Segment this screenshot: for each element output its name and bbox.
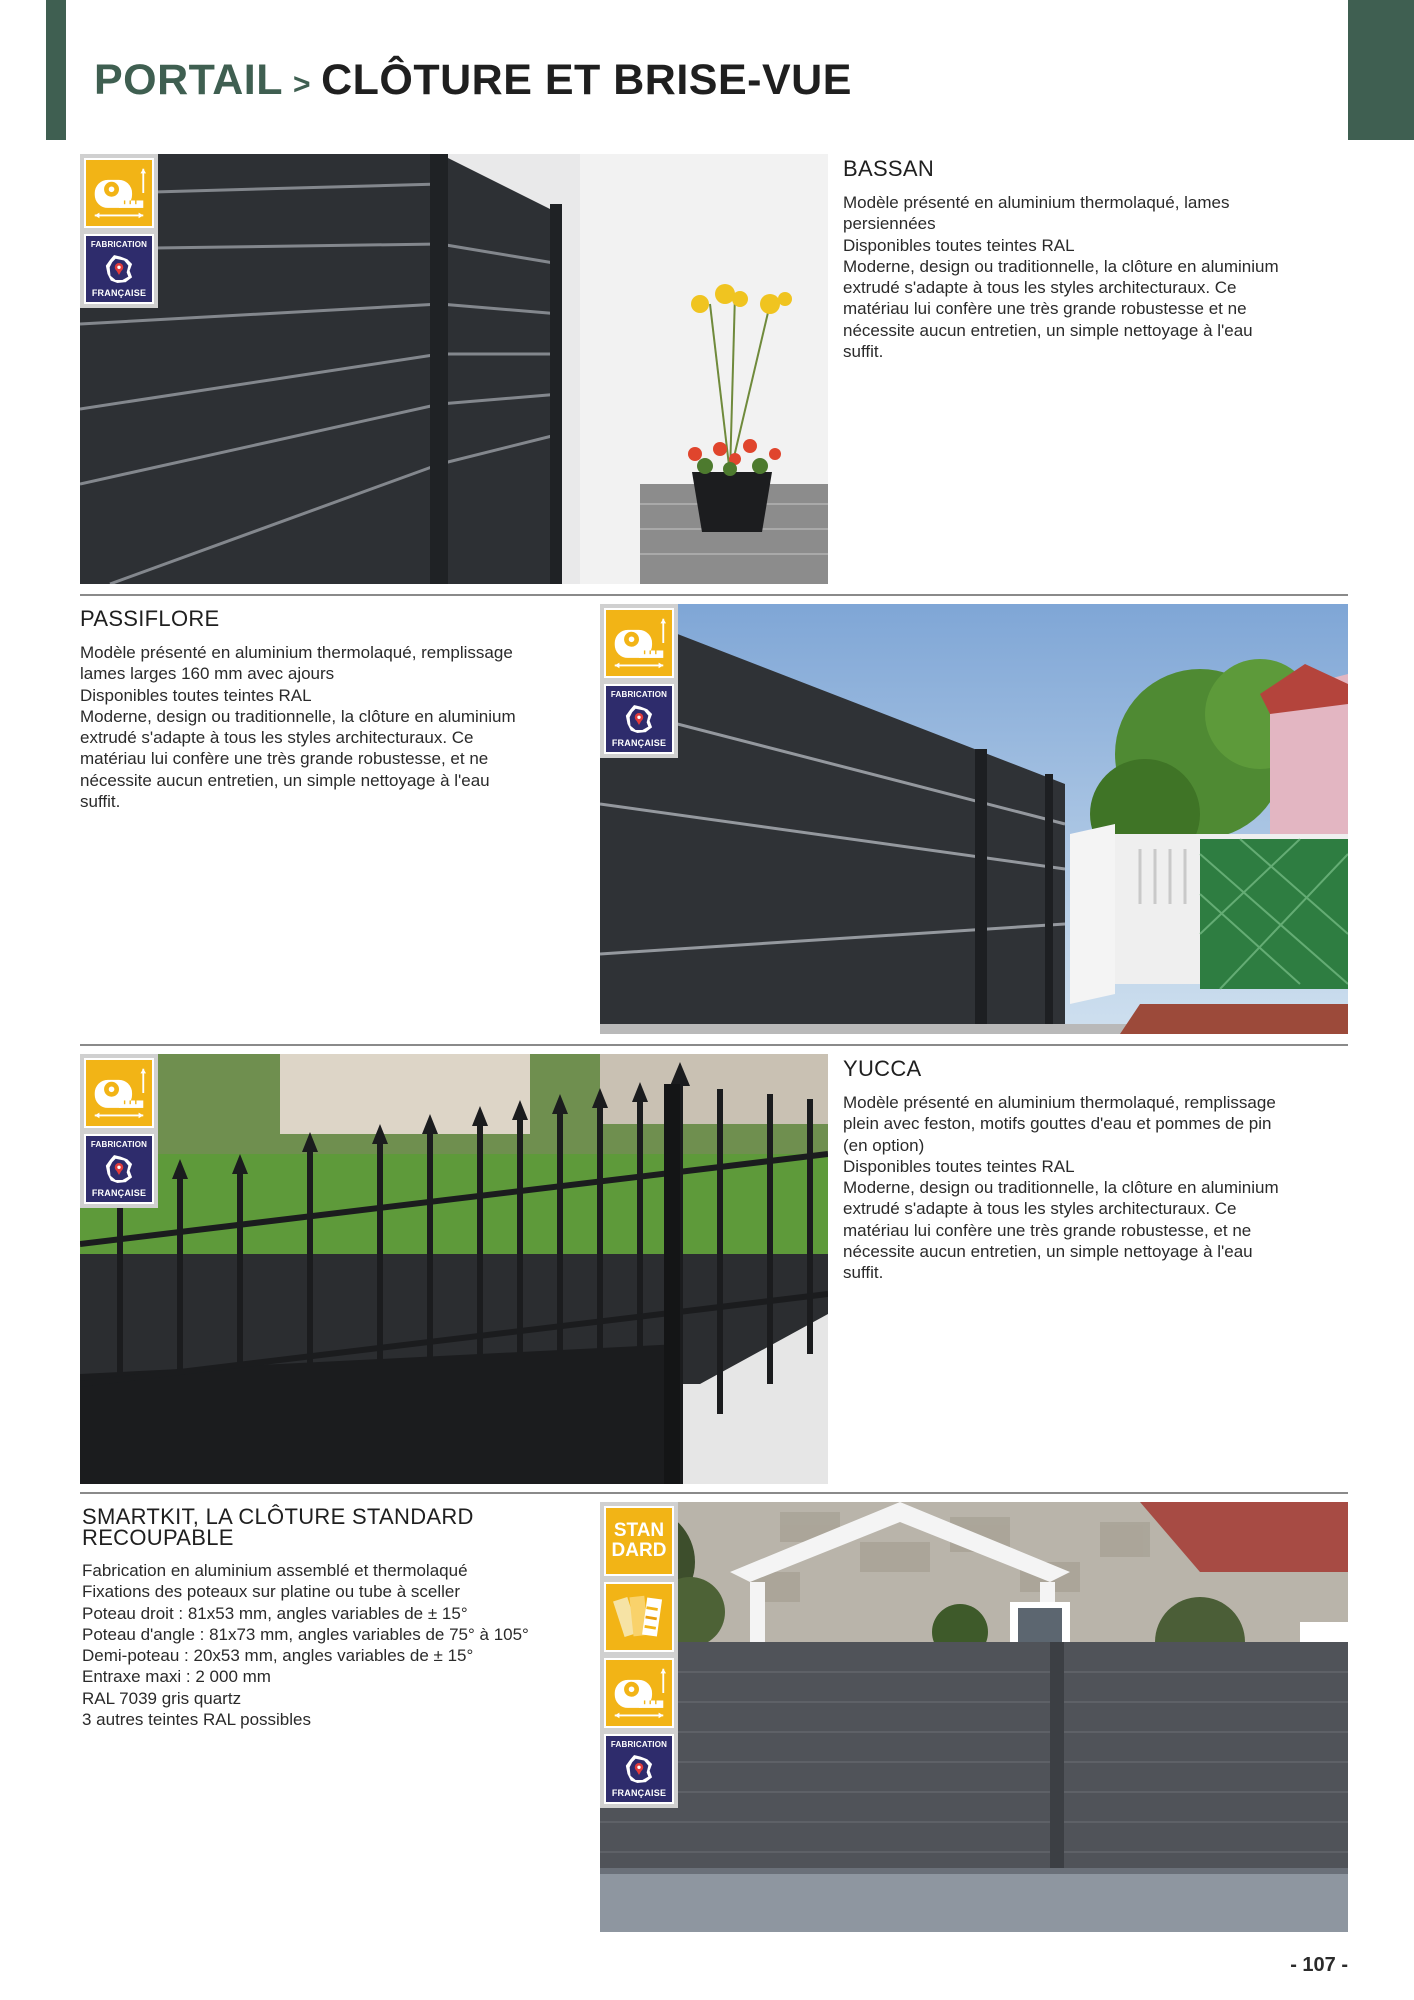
bassan-fence-photo: [80, 154, 828, 584]
desc-line: nécessite aucun entretien, un simple nettoyage à l'eau: [843, 1242, 1253, 1262]
desc-line: Moderne, design ou traditionnelle, la clôture en aluminium: [843, 256, 1279, 276]
bassan-badges: [80, 154, 158, 308]
fabrication-francaise-badge: [84, 1134, 154, 1204]
standard-label-1: STAN: [613, 1520, 665, 1541]
desc-line: Demi-poteau : 20x53 mm, angles variables de ± 15°: [82, 1646, 474, 1666]
right-accent-tab: [1348, 0, 1414, 140]
desc-line: Modèle présenté en aluminium thermolaqué, remplissage: [843, 1093, 1276, 1112]
standard-badge: [604, 1506, 674, 1576]
desc-line: plein avec feston, motifs gouttes d'eau et pommes de pin: [843, 1114, 1272, 1134]
smartkit-badges: [600, 1502, 678, 1808]
fabrication-label: FABRICATION: [610, 690, 668, 699]
desc-line: suffit.: [843, 1263, 884, 1283]
yucca-fence-photo: [80, 1054, 828, 1484]
desc-line: RAL 7039 gris quartz: [82, 1688, 242, 1708]
desc-line: suffit.: [80, 792, 121, 812]
desc-line: matériau lui confère une très grande robustesse et ne: [843, 299, 1247, 319]
tape-measure-icon: [84, 158, 154, 228]
france-map-icon: [102, 1152, 136, 1186]
desc-line: lames larges 160 mm avec ajours: [80, 664, 335, 684]
france-map-icon: [102, 252, 136, 286]
desc-line: matériau lui confère une très grande robustesse, et ne: [80, 749, 489, 769]
smartkit-fence-photo: [600, 1502, 1348, 1932]
desc-line: nécessite aucun entretien, un simple nettoyage à l'eau: [80, 770, 490, 790]
passiflore-fence-photo: [600, 604, 1348, 1034]
francaise-label: FRANÇAISE: [91, 288, 147, 298]
francaise-label: FRANÇAISE: [611, 1788, 667, 1798]
section-divider: [80, 1044, 1348, 1046]
desc-line: Disponibles toutes teintes RAL: [80, 685, 312, 705]
fabrication-label: FABRICATION: [90, 240, 148, 249]
page-number: - 107 -: [1290, 1954, 1348, 1976]
product-name-passiflore: PASSIFLORE: [80, 606, 220, 631]
desc-line: Moderne, design ou traditionnelle, la clôture en aluminium: [80, 706, 516, 726]
desc-line: matériau lui confère une très grande robustesse, et ne: [843, 1220, 1252, 1240]
desc-line: extrudé s'adapte à tous les styles architecturaux. Ce: [80, 728, 474, 748]
desc-line: Modèle présenté en aluminium thermolaqué, remplissage: [80, 643, 513, 662]
francaise-label: FRANÇAISE: [611, 738, 667, 748]
smartkit-name-line: SMARTKIT, LA CLÔTURE STANDARD: [82, 1504, 474, 1529]
desc-line: extrudé s'adapte à tous les styles architecturaux. Ce: [843, 278, 1237, 298]
fabrication-francaise-badge: [604, 684, 674, 754]
desc-line: Moderne, design ou traditionnelle, la clôture en aluminium: [843, 1178, 1279, 1198]
france-map-icon: [622, 702, 656, 736]
product-name-smartkit: [82, 1506, 474, 1548]
color-swatch-icon: [604, 1582, 674, 1652]
desc-line: Poteau d'angle : 81x73 mm, angles variables de 75° à 105°: [82, 1624, 529, 1644]
francaise-label: FRANÇAISE: [91, 1188, 147, 1198]
breadcrumb-portail[interactable]: PORTAIL: [94, 56, 284, 104]
product-name-yucca: YUCCA: [843, 1056, 922, 1081]
tape-measure-icon: [84, 1058, 154, 1128]
desc-line: Entraxe maxi : 2 000 mm: [82, 1667, 271, 1687]
desc-line: Fabrication en aluminium assemblé et thermolaqué: [82, 1561, 468, 1580]
breadcrumb-separator: >: [293, 68, 312, 101]
standard-label-2: DARD: [611, 1540, 667, 1561]
product-desc-passiflore: [80, 642, 516, 812]
breadcrumb-cloture: CLÔTURE ET BRISE-VUE: [321, 56, 852, 104]
page-title: [94, 56, 852, 105]
france-map-icon: [622, 1752, 656, 1786]
product-desc-bassan: [843, 192, 1279, 362]
section-divider: [80, 594, 1348, 596]
tape-measure-icon: [604, 608, 674, 678]
tape-measure-icon: [604, 1658, 674, 1728]
desc-line: Disponibles toutes teintes RAL: [843, 235, 1075, 255]
desc-line: nécessite aucun entretien, un simple nettoyage à l'eau: [843, 320, 1253, 340]
fabrication-francaise-badge: [84, 234, 154, 304]
section-divider: [80, 1492, 1348, 1494]
desc-line: extrudé s'adapte à tous les styles architecturaux. Ce: [843, 1199, 1237, 1219]
yucca-badges: [80, 1054, 158, 1208]
fabrication-francaise-badge: [604, 1734, 674, 1804]
product-desc-smartkit: [82, 1560, 529, 1730]
product-name-bassan: BASSAN: [843, 156, 935, 181]
smartkit-name-line: RECOUPABLE: [82, 1525, 234, 1550]
passiflore-badges: [600, 604, 678, 758]
fabrication-label: FABRICATION: [610, 1740, 668, 1749]
fabrication-label: FABRICATION: [90, 1140, 148, 1149]
desc-line: suffit.: [843, 342, 884, 362]
desc-line: Poteau droit : 81x53 mm, angles variables de ± 15°: [82, 1603, 468, 1623]
desc-line: Fixations des poteaux sur platine ou tube à sceller: [82, 1582, 461, 1602]
desc-line: 3 autres teintes RAL possibles: [82, 1710, 311, 1730]
desc-line: Disponibles toutes teintes RAL: [843, 1156, 1075, 1176]
desc-line: (en option): [843, 1135, 925, 1155]
desc-line: persiennées: [843, 214, 936, 234]
product-desc-yucca: [843, 1092, 1279, 1284]
desc-line: Modèle présenté en aluminium thermolaqué, lames: [843, 193, 1230, 212]
left-accent-bar: [46, 0, 66, 140]
